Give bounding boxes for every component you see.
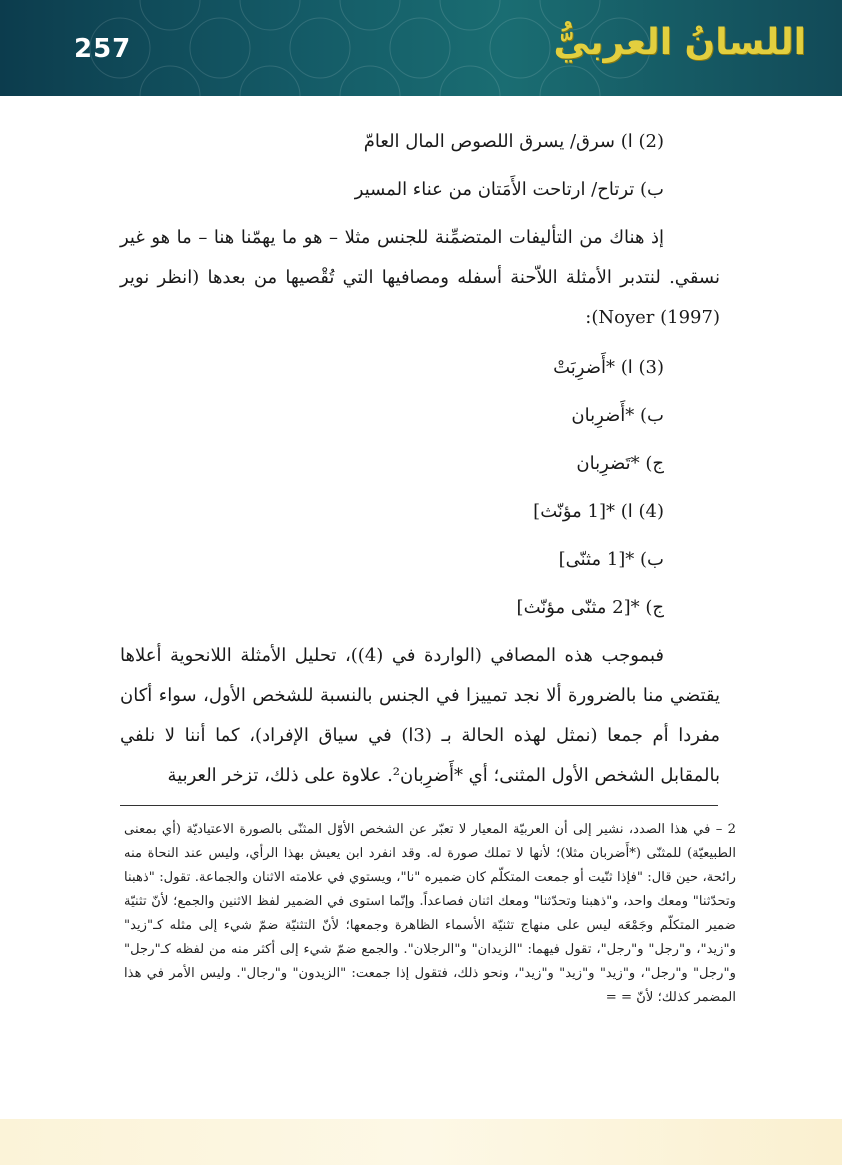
example-4c: ج) *[2 مثنّى مؤنّث]	[516, 597, 664, 618]
footnote-2: 2 – في هذا الصدد، نشير إلى أن العربيّة المعيار لا تعبّر عن الشخص الأوّل المثنّى بالصورة الاعتياديّة (أي بمعنى الطبيعيّة) للمثنّى (*أَضربان مثلا)؛ لأنها لا تملك صورة له. وقد انفرد ابن يعيش بهذا الرأي، وليس عند النحاة منه رائحة، حين قال: "فإذا ثنّيت أو جمعت المتكلّم كان ضميره "نا"، ويستوي في علامته الاثنان والجماعة. تقول: "ذهبنا وتحدّثنا" ومعك واحد، و"ذهبنا وتحدّثنا" ومعك اثنان فصاعداً. وإنّما استوى في الضمير لفظ الاثنين والجمع؛ لأنّ تثنيّة ضمير المتكلّم وجَمْعَه ليس على منهاج تثنيّة الأسماء الظاهرة وجمعها؛ لأنّ التثنيّة ضمّ شيء إلى مثله كـ"زيد" و"زيد"، و"رجل" و"رجل"، تقول فيهما: "الزيدان" و"الرجلان". والجمع ضمّ شيء إلى أكثر منه من لفظه كـ"رجل" و"رجل" و"رجل"، و"زيد" و"زيد" و"زيد"، ونحو ذلك، فتقول إذا جمعت: "الزيدون" و"رجال". وليس الأمر في هذا المضمر كذلك؛ لأنّ = =	[124, 822, 736, 1005]
footnote-divider	[120, 805, 718, 806]
example-2a: (2) ا) سرق/ يسرق اللصوص المال العامّ	[363, 131, 664, 152]
main-text	[120, 118, 720, 796]
paragraph-2: فبموجب هذه المصافي (الواردة في (4))، تحليل الأمثلة اللانحوية أعلاها يقتضي منا بالضرورة ألا نجد تمييزا في الجنس بالنسبة للشخص الأول، سواء أكان مفردا أم جمعا (نمثل لهذه الحالة بـ (3ا) في سياق الإفراد)، كما أننا لا نلفي بالمقابل الشخص الأول المثنى؛ أي *أَضرِبان². علاوة على ذلك، تزخر العربية	[120, 645, 720, 786]
example-3c: ج) *تَضرِبان	[576, 453, 664, 474]
page-header	[0, 0, 842, 96]
example-4b: ب) *[1 مثنّى]	[558, 549, 664, 570]
example-3a: (3) ا) *أَضرِبَتْ	[553, 357, 664, 378]
page-footer-band	[0, 1119, 842, 1165]
example-3b: ب) *أَضرِبان	[571, 405, 664, 426]
journal-title-logo: اللسانُ العربيُّ	[553, 22, 806, 63]
page-number: 257	[74, 34, 132, 64]
paragraph-1: إذ هناك من التأليفات المتضمِّنة للجنس مثلا – هو ما يهمّنا هنا – ما هو غير نسقي. لنتدبر الأمثلة اللاّحنة أسفله ومصافيها التي تُقْصيها من بعدها (انظر نوير (1997) Noyer):	[120, 227, 720, 328]
example-4a: (4) ا) *[1 مؤنّث]	[533, 501, 664, 522]
example-2b: ب) ترتاح/ ارتاحت الأَمَتان من عناء المسير	[354, 179, 664, 200]
